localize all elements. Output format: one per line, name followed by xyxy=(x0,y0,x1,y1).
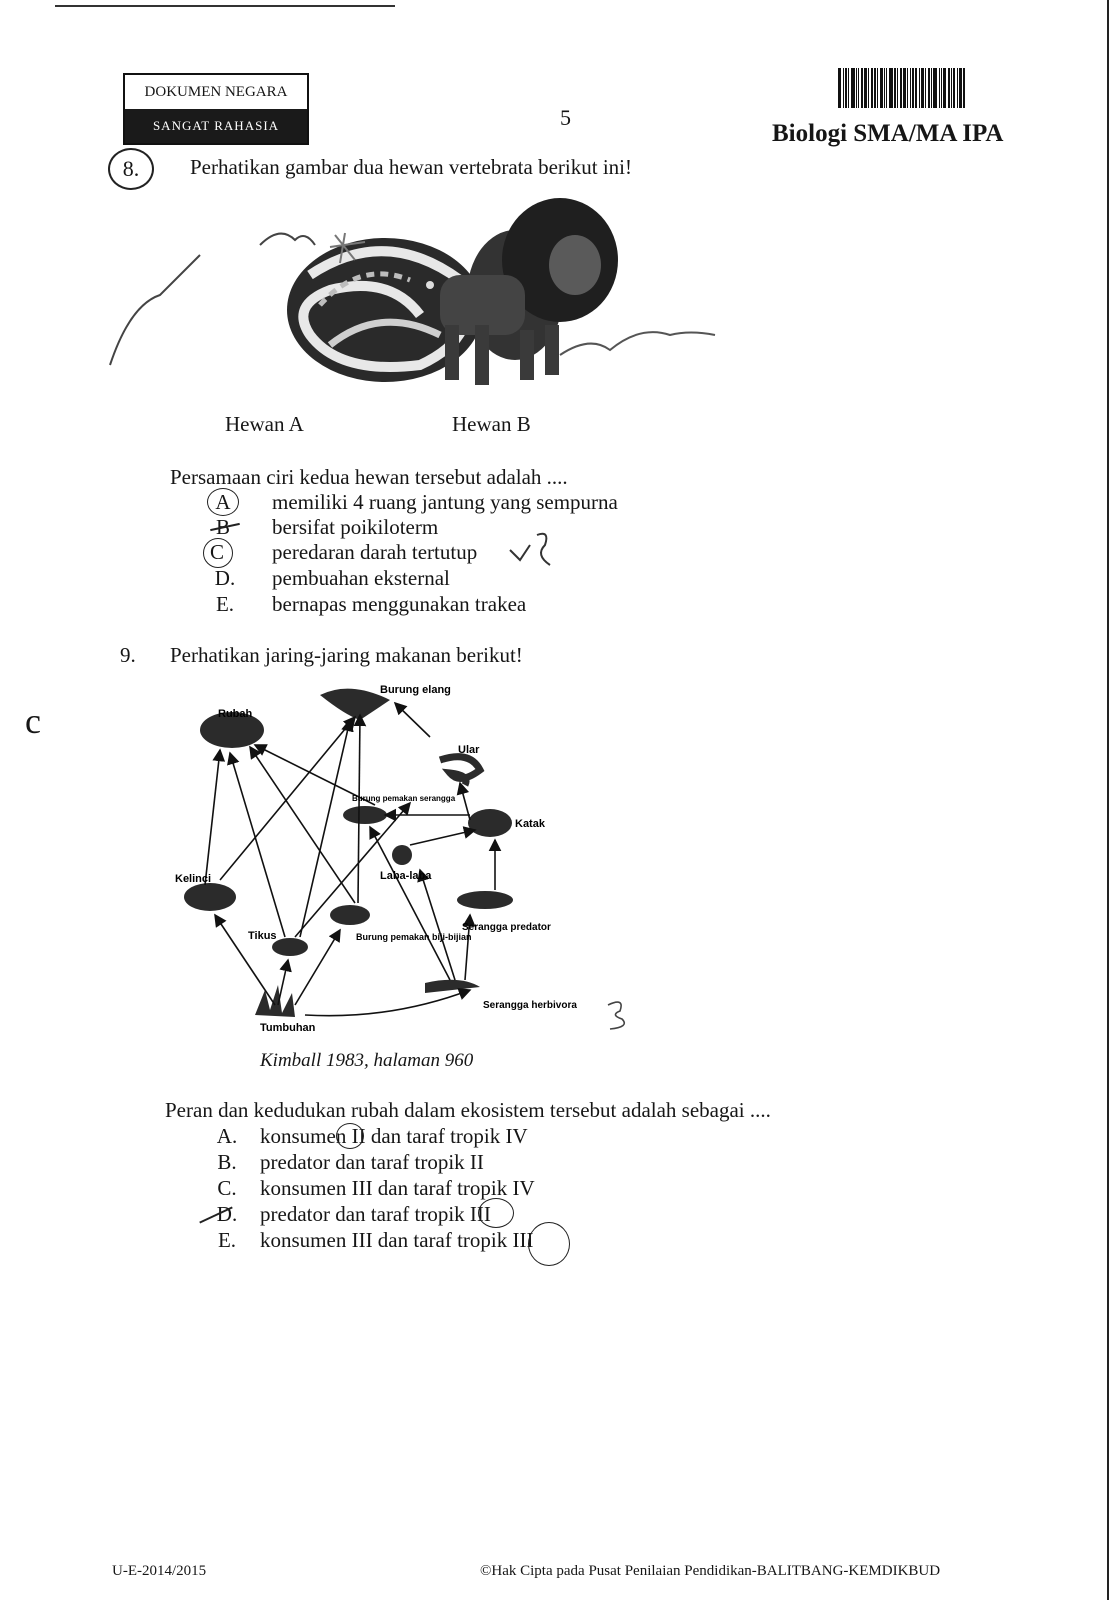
insect-bird-icon xyxy=(343,806,387,824)
q9-option-c-text: konsumen III dan taraf tropik IV xyxy=(260,1176,535,1200)
label-ular: Ular xyxy=(458,744,480,756)
subject-title: Biologi SMA/MA IPA xyxy=(772,120,1004,147)
food-web-diagram xyxy=(170,675,600,1040)
barcode-bar xyxy=(931,68,932,108)
q8-option-c-text: peredaran darah tertutup xyxy=(272,540,478,564)
q8-option-b-letter: B xyxy=(215,515,230,539)
snake-small-icon xyxy=(440,757,480,785)
q8-option-a-text: memiliki 4 ruang jantung yang sempurna xyxy=(272,490,618,514)
barcode-bar xyxy=(868,68,869,108)
barcode-bar xyxy=(858,68,859,108)
q9-option-a-text: konsumen II dan taraf tropik IV xyxy=(260,1124,528,1148)
label-rubah: Rubah xyxy=(218,708,253,720)
q8-option-c-letter: C xyxy=(209,540,224,564)
barcode-bar xyxy=(874,68,876,108)
label-serangga-predator: Serangga predator xyxy=(462,922,551,933)
barcode-bar xyxy=(925,68,926,108)
barcode-bar xyxy=(848,68,849,108)
q8-option-e-letter: E. xyxy=(215,592,235,616)
doc-label-top: DOKUMEN NEGARA xyxy=(125,75,307,109)
q8-option-b-text: bersifat poikiloterm xyxy=(272,515,439,539)
label-hewan-b: Hewan B xyxy=(452,412,531,436)
barcode-bar xyxy=(864,68,867,108)
label-serangga-herbivora: Serangga herbivora xyxy=(483,1000,577,1011)
lion-icon xyxy=(440,198,618,385)
mouse-icon xyxy=(272,938,308,956)
animal-pictures xyxy=(90,185,730,395)
label-katak: Katak xyxy=(515,818,545,830)
question-8-stem: Persamaan ciri kedua hewan tersebut adalah .... xyxy=(170,465,568,489)
top-border-line xyxy=(55,5,395,7)
barcode-bar xyxy=(894,68,896,108)
footer-copyright: ©Hak Cipta pada Pusat Penilaian Pendidikan-BALITBANG-KEMDIKBUD xyxy=(480,1563,941,1579)
q9-option-d-letter: D. xyxy=(216,1202,238,1226)
barcode-bar xyxy=(897,68,898,108)
barcode-bar xyxy=(838,68,841,108)
barcode-bar xyxy=(919,68,920,108)
barcode-bar xyxy=(953,68,955,108)
q9-option-e-letter: E. xyxy=(217,1228,237,1252)
checkmark-icon xyxy=(505,530,565,570)
barcode-bar xyxy=(907,68,908,108)
q9-option-c-letter: C. xyxy=(217,1176,237,1200)
question-9-number: 9. xyxy=(120,643,136,667)
barcode-bar xyxy=(928,68,930,108)
barcode-bar xyxy=(948,68,950,108)
rabbit-icon xyxy=(184,883,236,911)
label-tikus: Tikus xyxy=(248,930,277,942)
q8-option-e-text: bernapas menggunakan trakea xyxy=(272,592,527,616)
spider-icon xyxy=(392,845,412,865)
question-9-stem: Peran dan kedudukan rubah dalam ekosistem tersebut adalah sebagai .... xyxy=(165,1098,771,1122)
document-classification-box xyxy=(123,73,309,145)
page-number: 5 xyxy=(560,105,571,130)
barcode-bar xyxy=(915,68,917,108)
q9-option-b-letter: B. xyxy=(217,1150,237,1174)
label-burung-biji: Burung pemakan biji-bijian xyxy=(356,932,472,942)
label-burung-elang: Burung elang xyxy=(380,684,451,696)
barcode-bar xyxy=(880,68,883,108)
barcode-bar xyxy=(877,68,878,108)
barcode-bar xyxy=(861,68,863,108)
barcode-bar xyxy=(951,68,952,108)
seed-bird-icon xyxy=(330,905,370,925)
margin-mark: c xyxy=(25,701,41,741)
barcode-bar xyxy=(889,68,893,108)
barcode-bar xyxy=(963,68,965,108)
right-border-line xyxy=(1107,0,1109,1600)
q8-option-a-letter: A xyxy=(215,490,231,514)
barcode-bar xyxy=(912,68,914,108)
barcode-bar xyxy=(941,68,942,108)
q9-option-a-letter: A. xyxy=(216,1124,238,1148)
barcode-bar xyxy=(921,68,924,108)
barcode-bar xyxy=(886,68,887,108)
barcode-bar xyxy=(943,68,946,108)
label-burung-serangga: Burung pemakan serangga xyxy=(352,794,456,803)
barcode-bar xyxy=(851,68,855,108)
plant-icon xyxy=(255,985,295,1017)
footer-code: U-E-2014/2015 xyxy=(112,1563,207,1579)
question-8-text: Perhatikan gambar dua hewan vertebrata berikut ini! xyxy=(190,155,632,179)
circle-mark-iii-e xyxy=(528,1222,570,1266)
q9-option-b-text: predator dan taraf tropik II xyxy=(260,1150,484,1174)
handwritten-number-icon xyxy=(600,995,640,1035)
figure-source: Kimball 1983, halaman 960 xyxy=(260,1050,474,1071)
q8-option-d-letter: D. xyxy=(214,566,236,590)
doc-label-bottom: SANGAT RAHASIA xyxy=(125,109,307,143)
barcode-bar xyxy=(959,68,962,108)
barcode-bar xyxy=(843,68,844,108)
label-kelinci: Kelinci xyxy=(175,873,212,885)
barcode-bar xyxy=(957,68,958,108)
question-8-number: 8. xyxy=(108,148,154,190)
barcode-bar xyxy=(856,68,857,108)
q8-option-d-text: pembuahan eksternal xyxy=(272,566,450,590)
label-laba-laba: Laba-laba xyxy=(380,870,432,882)
barcode-icon xyxy=(838,68,1018,108)
label-tumbuhan: Tumbuhan xyxy=(260,1022,316,1034)
q9-option-d-text: predator dan taraf tropik III xyxy=(260,1202,491,1226)
barcode-bar xyxy=(884,68,885,108)
barcode-bar xyxy=(903,68,906,108)
circle-mark-ii xyxy=(336,1123,364,1149)
barcode-bar xyxy=(900,68,902,108)
circle-mark-iii-d xyxy=(478,1198,514,1228)
barcode-bar xyxy=(871,68,873,108)
barcode-bar xyxy=(933,68,937,108)
label-hewan-a: Hewan A xyxy=(225,412,304,436)
herbivore-insect-icon xyxy=(425,980,480,993)
barcode-bar xyxy=(845,68,847,108)
question-9-text: Perhatikan jaring-jaring makanan berikut! xyxy=(170,643,523,667)
barcode-bar xyxy=(939,68,940,108)
barcode-bar xyxy=(910,68,911,108)
q9-option-e-text: konsumen III dan taraf tropik III xyxy=(260,1228,534,1252)
predator-insect-icon xyxy=(457,891,513,909)
frog-icon xyxy=(468,809,512,837)
